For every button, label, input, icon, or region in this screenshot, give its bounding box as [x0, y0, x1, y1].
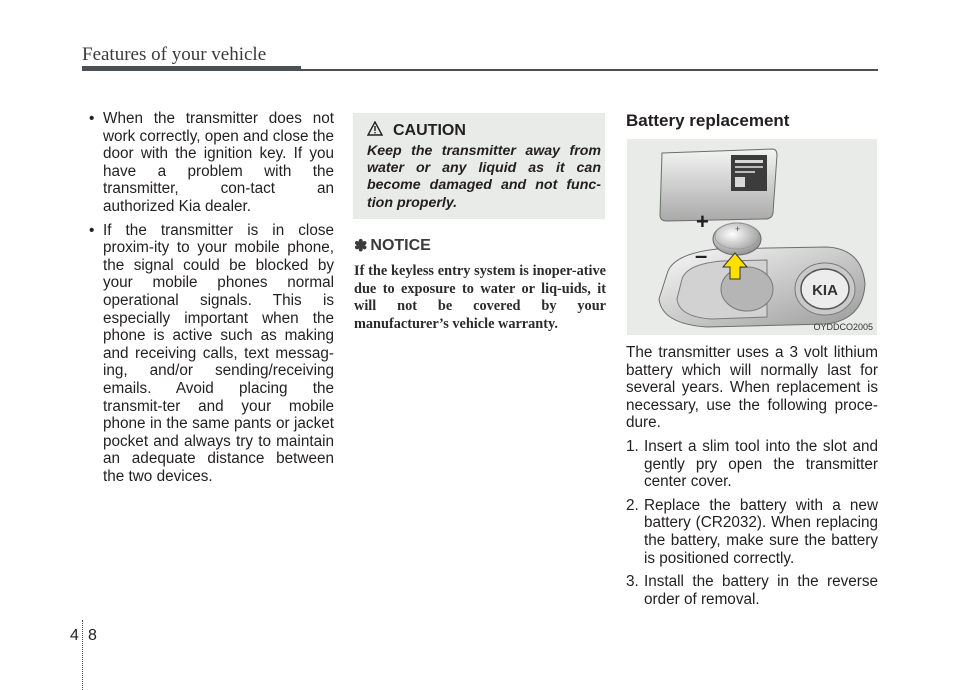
bullet-item: • When the transmitter does not work correctly, open and close the door with the ignition key. If you have a problem with the transmitter, con-tact an authorized Kia dealer. — [82, 110, 334, 216]
notice-title: NOTICE — [370, 237, 431, 254]
step-text: Replace the battery with a new battery (CR2032). When replacing the battery, make sure the battery is positioned correctly. — [644, 496, 878, 567]
header-rule-line — [301, 69, 878, 71]
page-header-title: Features of your vehicle — [82, 44, 267, 65]
transmitter-illustration-icon — [627, 139, 877, 335]
section-title: Battery replacement — [626, 111, 790, 130]
notice-text: If the keyless entry system is inoper-ative due to exposure to water or liq-uids, it will not be covered by your manufacturer’s vehicle warranty. — [354, 263, 606, 332]
figure-minus-label: – — [695, 243, 708, 268]
svg-text:KIA: KIA — [812, 282, 838, 299]
bullet-item: • If the transmitter is in close proxim-ity to your mobile phone, the signal could be blocked by your mobile phones normal operational signals. This is especially important when the phone is active such as making and receiving calls, text messag-ing, and/or sending/receiving emails. Avoid placing the transmit-ter and your mobile phone in the same pants or jacket pocket and always try to maintain an adequate distance between the two devices. — [82, 222, 334, 486]
page-divider — [82, 620, 83, 690]
page-section-number: 4 — [70, 627, 79, 644]
step-text: Insert a slim tool into the slot and gently pry open the transmitter center cover. — [644, 437, 878, 491]
caution-box — [353, 113, 605, 219]
battery-instructions — [626, 344, 878, 614]
step-number: 3. — [626, 573, 639, 591]
step-text: Install the battery in the reverse order of removal. — [644, 573, 878, 608]
step-number: 2. — [626, 496, 639, 514]
battery-replacement-figure — [627, 139, 877, 335]
list-item — [626, 497, 878, 567]
header-rule — [82, 66, 301, 71]
list-item — [626, 438, 878, 491]
step-number: 1. — [626, 437, 639, 455]
list-item — [626, 573, 878, 608]
figure-plus-label: + — [696, 209, 709, 234]
notice-section — [354, 236, 606, 333]
caution-title: CAUTION — [393, 122, 466, 139]
battery-intro: The transmitter uses a 3 volt lithium battery which will normally last for several years. When replacement is necessary, use the following proce-dure. — [626, 344, 878, 432]
page-number: 8 — [88, 627, 97, 644]
svg-text:+: + — [735, 224, 741, 234]
warning-triangle-icon — [367, 121, 383, 141]
figure-code: OYDDCO2005 — [813, 322, 873, 332]
notice-star-icon: ✽ — [354, 238, 368, 255]
left-column — [82, 110, 334, 491]
caution-text: Keep the transmitter away from water or any liquid as it can become damaged and not func-tion properly. — [367, 143, 601, 211]
